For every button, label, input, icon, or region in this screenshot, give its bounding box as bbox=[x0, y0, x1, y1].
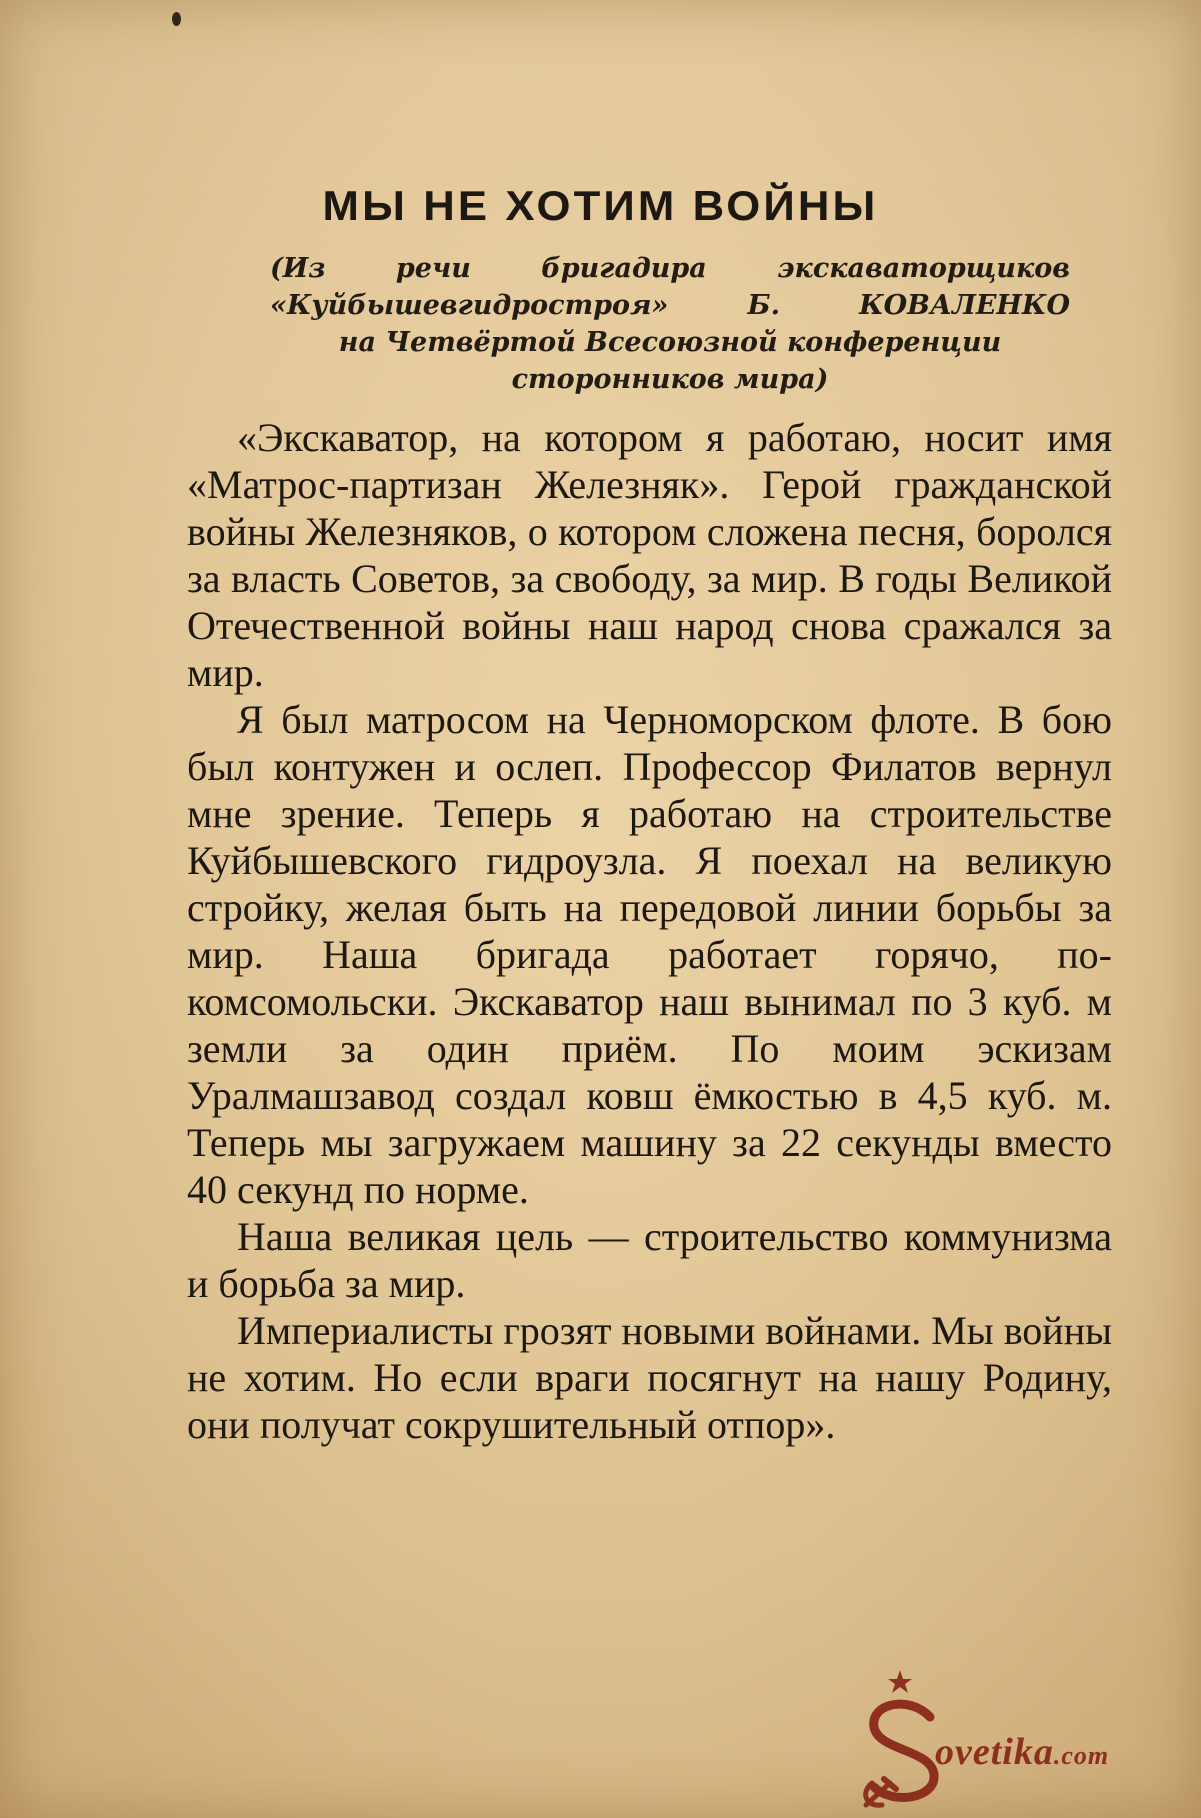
subtitle-line-2 bbox=[270, 287, 1070, 324]
watermark-name: ovetika bbox=[935, 1731, 1054, 1773]
paragraph: «Экскаватор, на котором я работаю, носит имя «Матрос-партизан Железняк». Герой гражданской войны Железняков, о котором сложена песня, боролся за власть Советов, за свободу, за мир. В годы Великой Отечественной войны наш народ снова сражался за мир. bbox=[187, 415, 1112, 695]
subtitle-attribution bbox=[270, 250, 1070, 398]
subtitle-word: экскаваторщиков bbox=[777, 253, 1070, 284]
subtitle-line-4: сторонников мира) bbox=[511, 364, 829, 395]
paragraph: Империалисты грозят новыми войнами. Мы войны не хотим. Но если враги посягнут на нашу Родину, они получат сокрушительный отпор». bbox=[187, 1308, 1112, 1447]
subtitle-word: Б. bbox=[747, 290, 780, 321]
subtitle-word: речи bbox=[395, 253, 471, 284]
watermark-text bbox=[935, 1730, 1109, 1774]
page-title: МЫ НЕ ХОТИМ ВОЙНЫ bbox=[322, 182, 879, 229]
subtitle-line-3: на Четвёртой Всесоюзной конференции bbox=[338, 327, 1002, 358]
paragraph: Наша великая цель — строительство коммунизма и борьба за мир. bbox=[187, 1214, 1112, 1306]
speech-body bbox=[187, 414, 1112, 1448]
subtitle-word: (Из bbox=[270, 253, 326, 284]
subtitle-word: КОВАЛЕНКО bbox=[859, 290, 1070, 321]
paragraph: Я был матросом на Черноморском флоте. В бою был контужен и ослеп. Профессор Филатов вернул мне зрение. Теперь я работаю на строительстве Куйбышевского гидроузла. Я поехал на великую стройку, желая быть на передовой линии борьбы за мир. Наша бригада работает горячо, по-комсомольски. Экскаватор наш вынимал по 3 куб. м земли за один приём. По моим эскизам Уралмашзавод создал ковш ёмкостью в 4,5 куб. м. Теперь мы загружаем машину за 22 секунды вместо 40 секунд по норме. bbox=[187, 697, 1112, 1212]
ink-speck bbox=[172, 12, 181, 26]
subtitle-line-1 bbox=[270, 250, 1070, 287]
subtitle-word: «Куйбышевгидростроя» bbox=[270, 290, 669, 321]
watermark-domain: .com bbox=[1053, 1741, 1110, 1770]
subtitle-word: бригадира bbox=[541, 253, 707, 284]
